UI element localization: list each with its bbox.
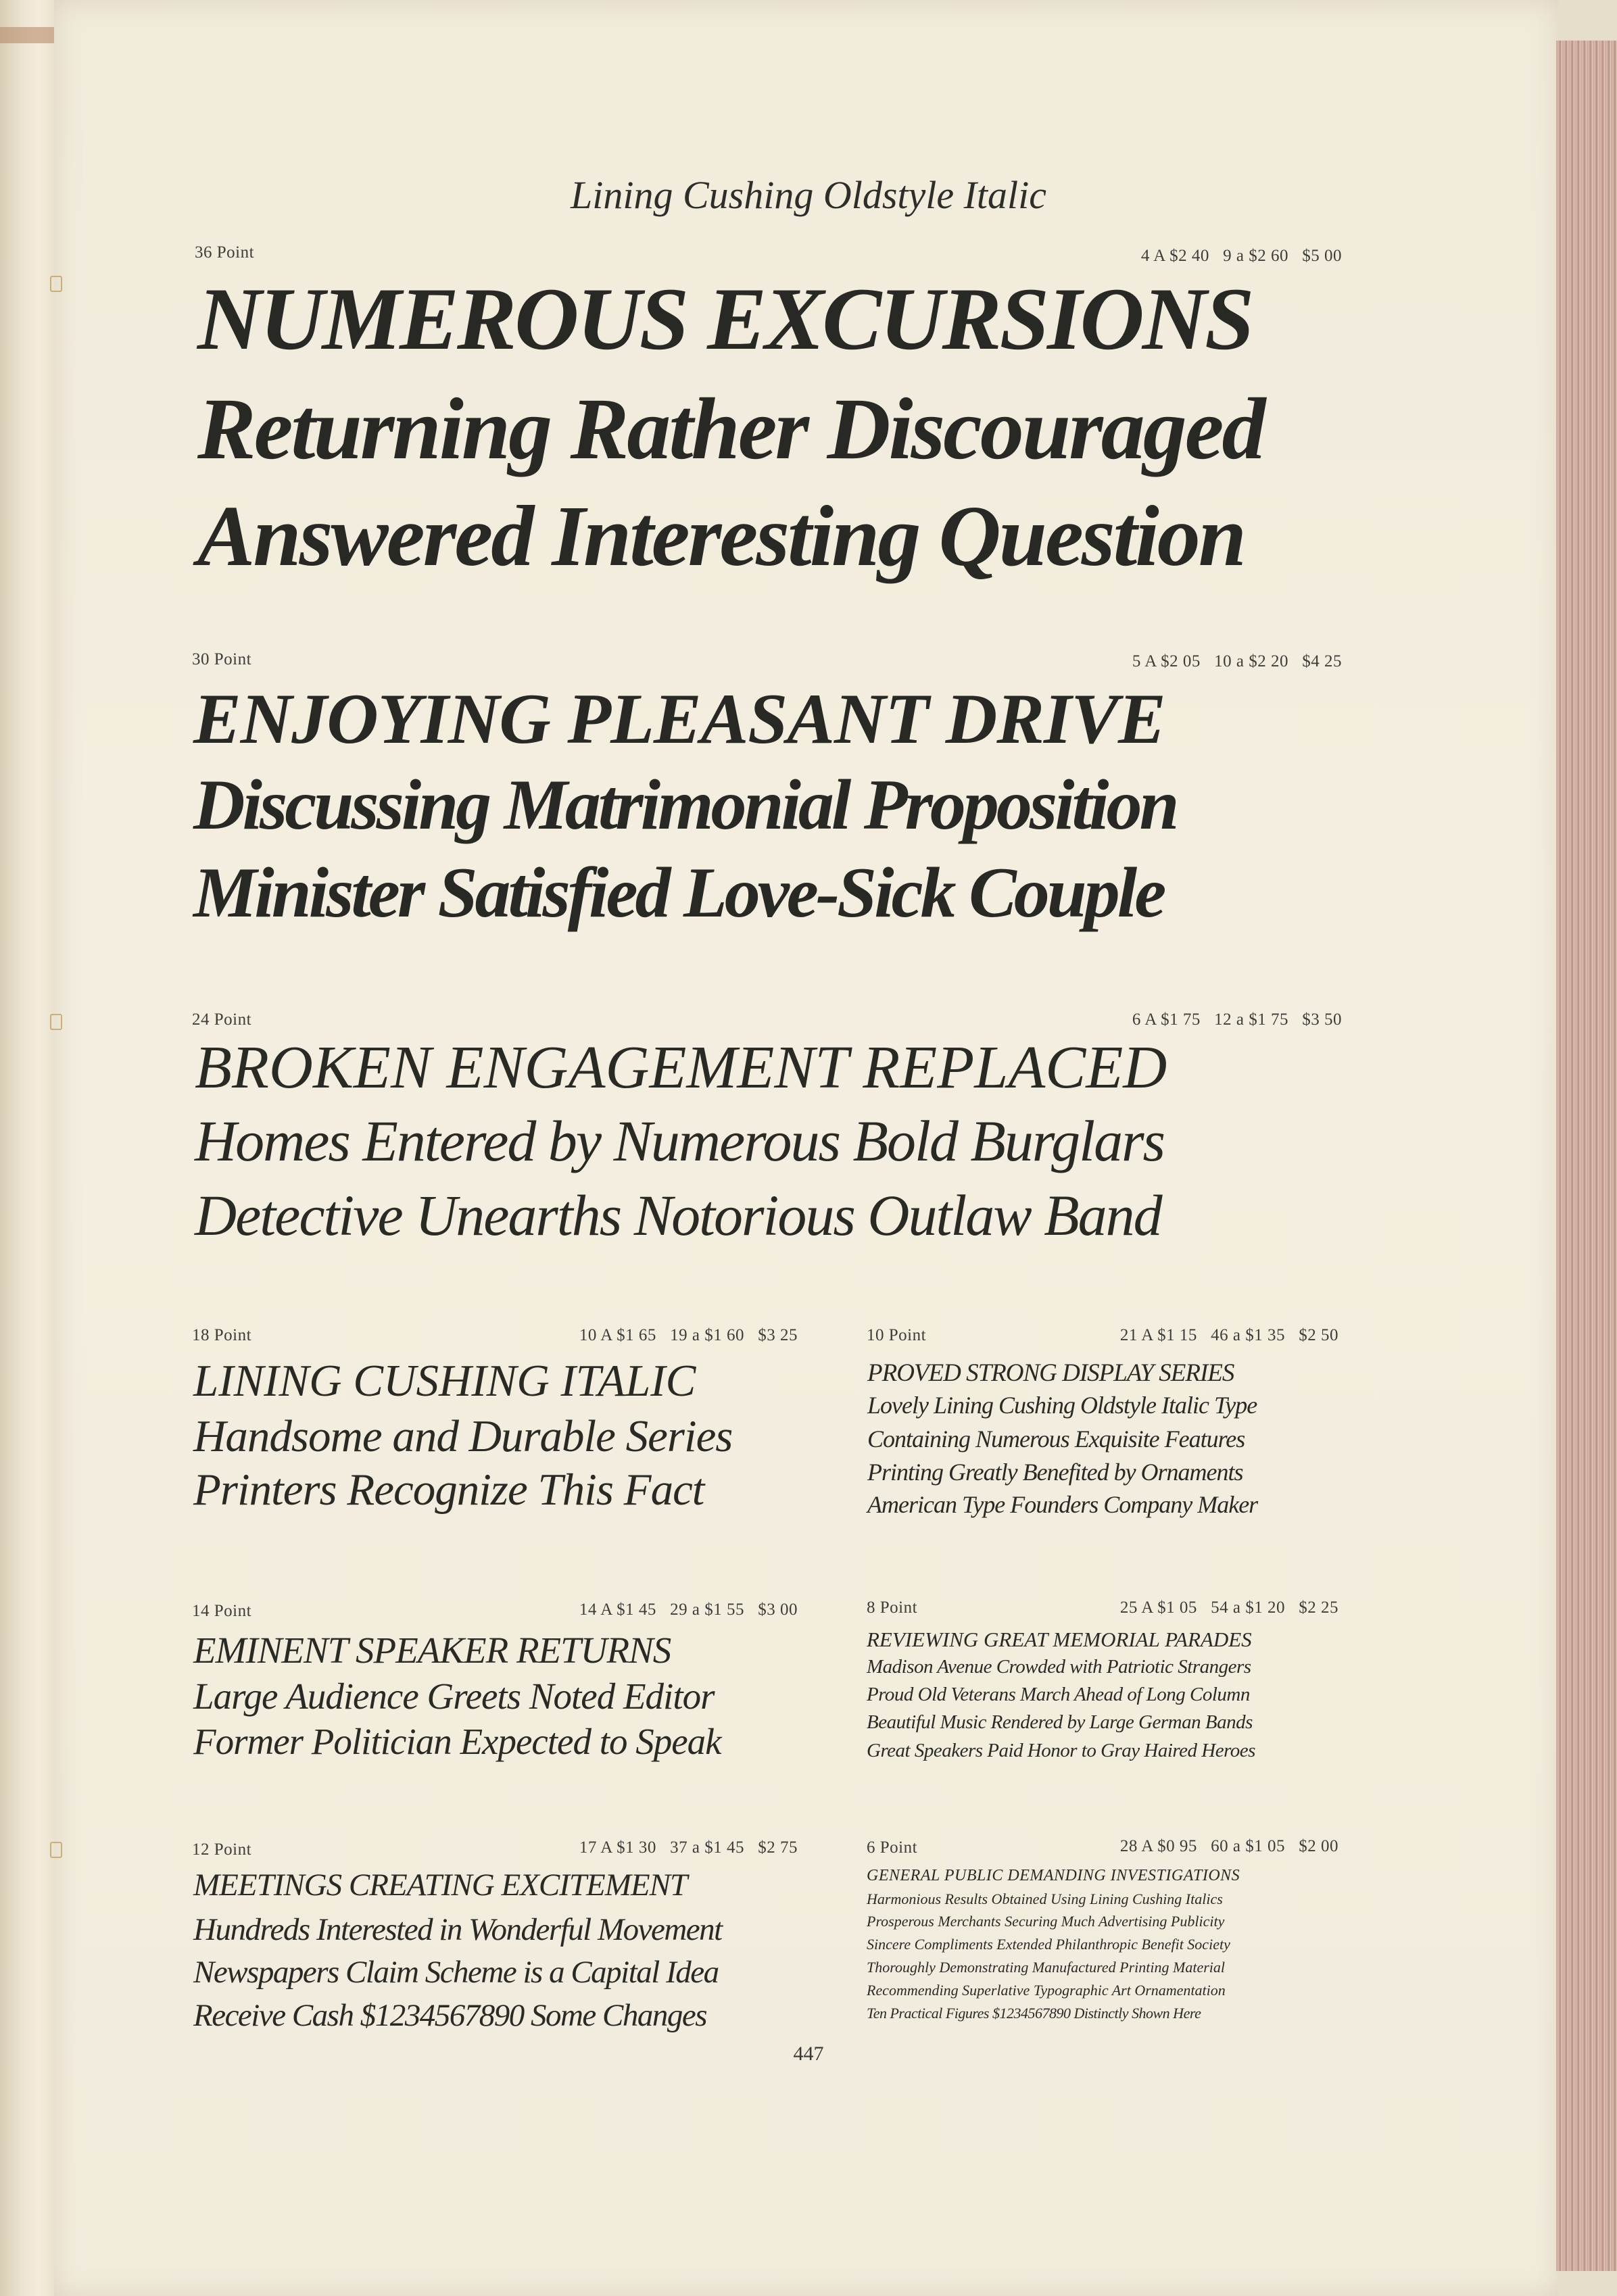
size-label: 24 Point <box>192 1010 252 1029</box>
specimen-line: LINING CUSHING ITALIC <box>193 1356 696 1406</box>
size-label: 18 Point <box>192 1326 252 1344</box>
specimen-line: Lovely Lining Cushing Oldstyle Italic Type <box>867 1392 1257 1419</box>
specimen-line: Homes Entered by Numerous Bold Burglars <box>195 1108 1165 1173</box>
specimen-line: Harmonious Results Obtained Using Lining Cushing Italics <box>867 1890 1223 1907</box>
binding-thread <box>50 276 62 292</box>
specimen-line: Large Audience Greets Noted Editor <box>193 1676 715 1717</box>
specimen-line: EMINENT SPEAKER RETURNS <box>193 1630 671 1671</box>
specimen-line: Receive Cash $1234567890 Some Changes <box>193 1998 707 2033</box>
size-label: 12 Point <box>192 1840 252 1859</box>
page-number: 447 <box>793 2043 824 2065</box>
specimen-line: Discussing Matrimonial Proposition <box>193 765 1177 844</box>
size-label: 14 Point <box>192 1602 252 1620</box>
specimen-line: Recommending Superlative Typographic Art Ornamentation <box>867 1982 1226 1999</box>
page-edges <box>1556 41 1617 2271</box>
specimen-line: Madison Avenue Crowded with Patriotic Strangers <box>867 1656 1251 1678</box>
specimen-line: Great Speakers Paid Honor to Gray Haired Heroes <box>867 1740 1255 1761</box>
price-line: 17 A $1 30 37 a $1 45 $2 75 <box>579 1838 798 1857</box>
specimen-line: Printers Recognize This Fact <box>193 1465 704 1515</box>
specimen-line: Detective Unearths Notorious Outlaw Band <box>195 1183 1161 1248</box>
size-label: 6 Point <box>867 1838 918 1857</box>
specimen-line: Minister Satisfied Love-Sick Couple <box>193 853 1164 932</box>
specimen-line: Sincere Compliments Extended Philanthropic Benefit Society <box>867 1936 1230 1953</box>
specimen-line: ENJOYING PLEASANT DRIVE <box>193 679 1165 758</box>
price-line: 28 A $0 95 60 a $1 05 $2 00 <box>1119 1837 1338 1855</box>
specimen-line: BROKEN ENGAGEMENT REPLACED <box>195 1034 1167 1101</box>
binding-thread <box>50 1842 62 1858</box>
binding-strip <box>0 27 61 43</box>
specimen-line: Prosperous Merchants Securing Much Advertising Publicity <box>867 1913 1225 1930</box>
binding-thread <box>50 1014 62 1030</box>
price-line: 5 A $2 05 10 a $2 20 $4 25 <box>1132 652 1342 670</box>
specimen-line: Handsome and Durable Series <box>193 1411 733 1461</box>
price-line: 21 A $1 15 46 a $1 35 $2 50 <box>1119 1326 1338 1344</box>
price-line: 4 A $2 40 9 a $2 60 $5 00 <box>1140 247 1342 265</box>
price-line: 6 A $1 75 12 a $1 75 $3 50 <box>1132 1010 1342 1029</box>
size-label: 10 Point <box>867 1326 927 1344</box>
specimen-line: Containing Numerous Exquisite Features <box>867 1425 1245 1452</box>
specimen-line: Answered Interesting Question <box>197 488 1245 584</box>
size-label: 8 Point <box>867 1598 918 1617</box>
price-line: 14 A $1 45 29 a $1 55 $3 00 <box>579 1601 798 1619</box>
specimen-line: Ten Practical Figures $1234567890 Distinctly Shown Here <box>867 2005 1201 2022</box>
specimen-line: Returning Rather Discouraged <box>197 381 1264 478</box>
specimen-line: Hundreds Interested in Wonderful Movement <box>193 1912 722 1947</box>
page-heading: Lining Cushing Oldstyle Italic <box>570 173 1047 217</box>
specimen-line: Thoroughly Demonstrating Manufactured Printing Material <box>867 1959 1226 1976</box>
specimen-line: NUMEROUS EXCURSIONS <box>197 269 1253 368</box>
specimen-line: Proud Old Veterans March Ahead of Long Column <box>867 1684 1250 1705</box>
specimen-line: GENERAL PUBLIC DEMANDING INVESTIGATIONS <box>867 1867 1240 1884</box>
specimen-line: Former Politician Expected to Speak <box>193 1721 721 1762</box>
specimen-line: Beautiful Music Rendered by Large German Bands <box>867 1711 1253 1733</box>
specimen-line: PROVED STRONG DISPLAY SERIES <box>867 1359 1234 1387</box>
book-left-edge <box>0 0 57 2296</box>
size-label: 30 Point <box>192 650 252 668</box>
price-line: 25 A $1 05 54 a $1 20 $2 25 <box>1119 1598 1338 1617</box>
specimen-line: Printing Greatly Benefited by Ornaments <box>867 1459 1243 1486</box>
specimen-line: American Type Founders Company Maker <box>867 1491 1258 1518</box>
size-label: 36 Point <box>195 243 255 262</box>
price-line: 10 A $1 65 19 a $1 60 $3 25 <box>579 1326 798 1344</box>
specimen-line: MEETINGS CREATING EXCITEMENT <box>193 1867 687 1903</box>
specimen-line: REVIEWING GREAT MEMORIAL PARADES <box>867 1628 1252 1651</box>
specimen-line: Newspapers Claim Scheme is a Capital Idea <box>193 1955 719 1990</box>
